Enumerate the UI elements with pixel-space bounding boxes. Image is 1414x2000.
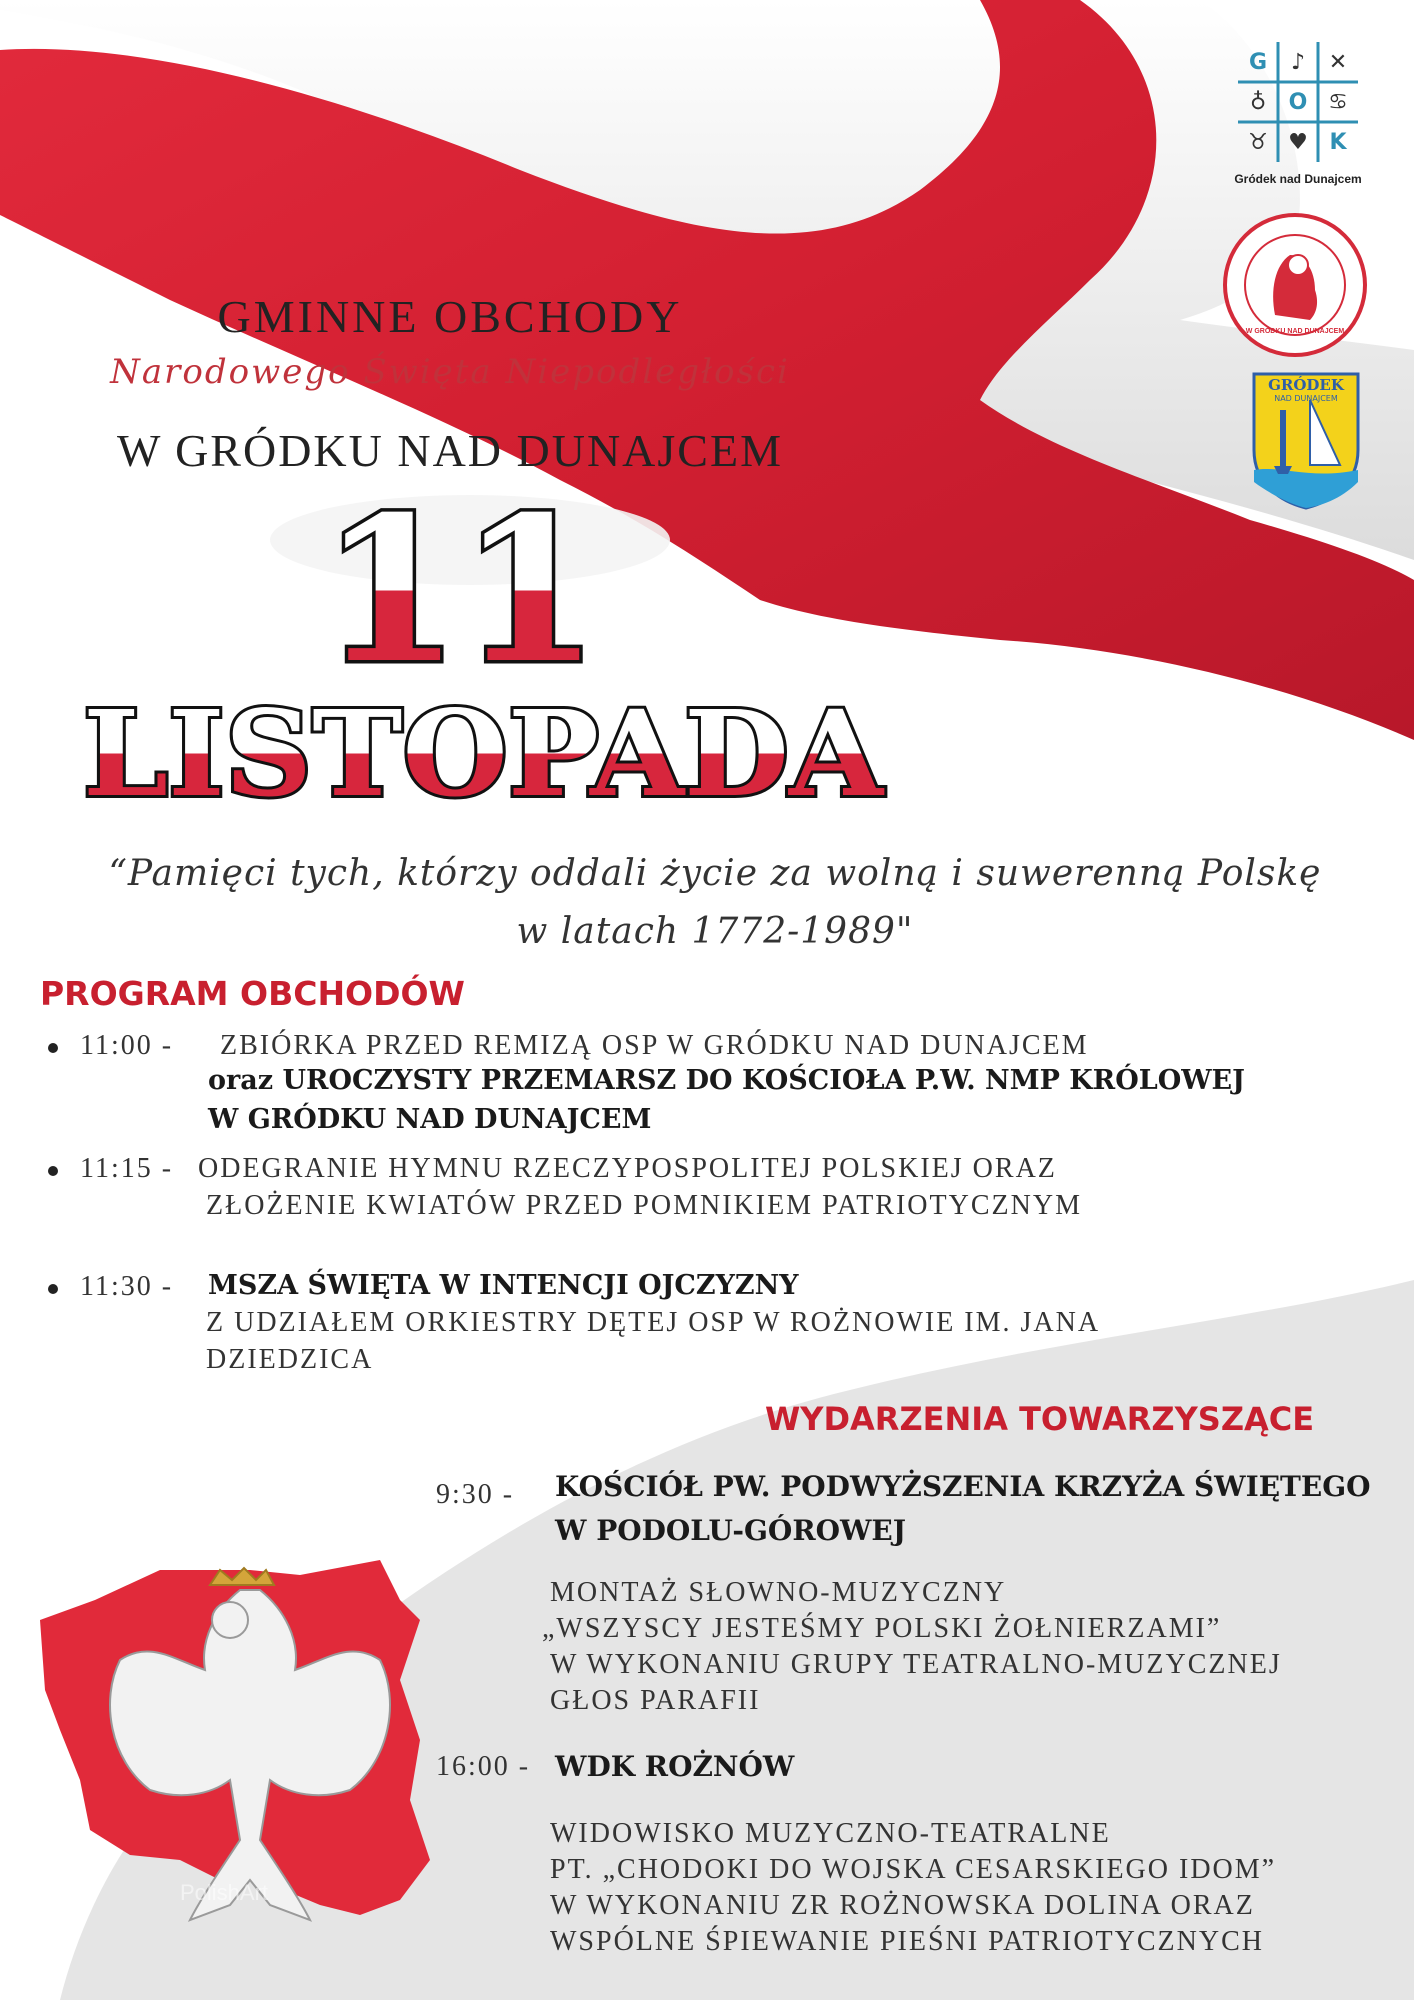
program-item-2-line-2: ZŁOŻENIE KWIATÓW PRZED POMNIKIEM PATRIOTYCZNYM	[206, 1190, 1082, 1221]
parish-bottom-text: W GRÓDKU NAD DUNAJCEM	[1245, 328, 1345, 335]
title-line-1: GMINNE OBCHODY	[217, 291, 683, 342]
program-item-1-line-2: oraz UROCZYSTY PRZEMARSZ DO KOŚCIOŁA P.W. NMP KRÓLOWEJ	[208, 1065, 1245, 1096]
quote-line-2: w latach 1772-1989"	[516, 911, 914, 952]
program-item-1-line-1: ZBIÓRKA PRZED REMIZĄ OSP W GRÓDKU NAD DUNAJCEM	[220, 1030, 1089, 1061]
gok-cell-icon: ♁	[1249, 89, 1267, 115]
events-heading: WYDARZENIA TOWARZYSZĄCE	[765, 1400, 1315, 1438]
eagle-on-map	[40, 1560, 430, 1920]
quote-line-1: “Pamięci tych, którzy oddali życie za wolną i suwerenną Polskę	[108, 853, 1322, 894]
gok-cell-icon: G	[1248, 49, 1268, 75]
event-1-desc-4: GŁOS PARAFII	[550, 1685, 761, 1716]
event-2-desc-3: W WYKONANIU ZR ROŻNOWSKA DOLINA ORAZ	[550, 1890, 1255, 1921]
gok-cell-icon: K	[1329, 129, 1347, 155]
gok-cell-icon: ♥	[1288, 129, 1308, 155]
event-1-title-1: KOŚCIÓŁ PW. PODWYŻSZENIA KRZYŻA ŚWIĘTEGO	[555, 1470, 1371, 1503]
parish-seal	[1220, 210, 1370, 360]
event-time-1: 9:30 -	[436, 1479, 515, 1510]
event-1-desc-3: W WYKONANIU GRUPY TEATRALNO-MUZYCZNEJ	[550, 1649, 1282, 1680]
watermark: PolishArt	[180, 1880, 269, 1905]
event-1-title-2: W PODOLU-GÓROWEJ	[555, 1514, 907, 1547]
bullet	[48, 1043, 58, 1053]
bullet	[48, 1284, 58, 1294]
program-item-3-line-3: DZIEDZICA	[206, 1344, 374, 1375]
title-line-3: W GRÓDKU NAD DUNAJCEM	[117, 425, 783, 476]
program-item-1-line-3: W GRÓDKU NAD DUNAJCEM	[208, 1104, 652, 1135]
event-time-2: 16:00 -	[436, 1751, 531, 1782]
gok-cell-icon: ♉	[1248, 129, 1268, 155]
gmina-crest	[1250, 370, 1362, 510]
event-2-desc-1: WIDOWISKO MUZYCZNO-TEATRALNE	[550, 1818, 1111, 1849]
crest-title: GRÓDEK	[1268, 376, 1344, 394]
gok-cell-icon: ♋	[1328, 89, 1348, 115]
event-2-title-1: WDK ROŻNÓW	[555, 1750, 795, 1783]
event-1-desc-1: MONTAŻ SŁOWNO-MUZYCZNY	[550, 1577, 1007, 1608]
program-time-2: 11:15 -	[80, 1153, 174, 1184]
gok-cell-icon: O	[1288, 89, 1308, 115]
gok-caption: Gródek nad Dunajcem	[1234, 172, 1362, 186]
gok-cell-icon: ♪	[1290, 49, 1306, 75]
bullet	[48, 1166, 58, 1176]
program-time-1: 11:00 -	[80, 1030, 174, 1061]
gok-cell-icon: ✕	[1328, 49, 1348, 75]
program-item-3-line-2: Z UDZIAŁEM ORKIESTRY DĘTEJ OSP W ROŻNOWIE IM. JANA	[206, 1307, 1101, 1338]
date-month: LISTOPADA	[83, 684, 885, 823]
event-2-desc-2: PT. „CHODOKI DO WOJSKA CESARSKIEGO IDOM”	[550, 1854, 1277, 1885]
program-heading: PROGRAM OBCHODÓW	[40, 974, 465, 1013]
event-2-desc-4: WSPÓLNE ŚPIEWANIE PIEŚNI PATRIOTYCZNYCH	[550, 1926, 1264, 1957]
date-graphic	[0, 470, 960, 830]
program-item-3-line-1: MSZA ŚWIĘTA W INTENCJI OJCZYZNY	[208, 1270, 799, 1301]
title-line-2: Narodowego Święta Niepodległości	[110, 352, 790, 392]
quote	[40, 845, 1390, 961]
event-1-desc-2: „WSZYSCY JESTEŚMY POLSKI ŻOŁNIERZAMI”	[542, 1613, 1222, 1644]
crest-subtitle: NAD DUNAJCEM	[1274, 394, 1338, 403]
program-item-2-line-1: ODEGRANIE HYMNU RZECZYPOSPOLITEJ POLSKIEJ ORAZ	[198, 1153, 1057, 1184]
date-day: 11	[320, 473, 600, 708]
gok-logo	[1238, 42, 1358, 162]
program-time-3: 11:30 -	[80, 1271, 174, 1302]
